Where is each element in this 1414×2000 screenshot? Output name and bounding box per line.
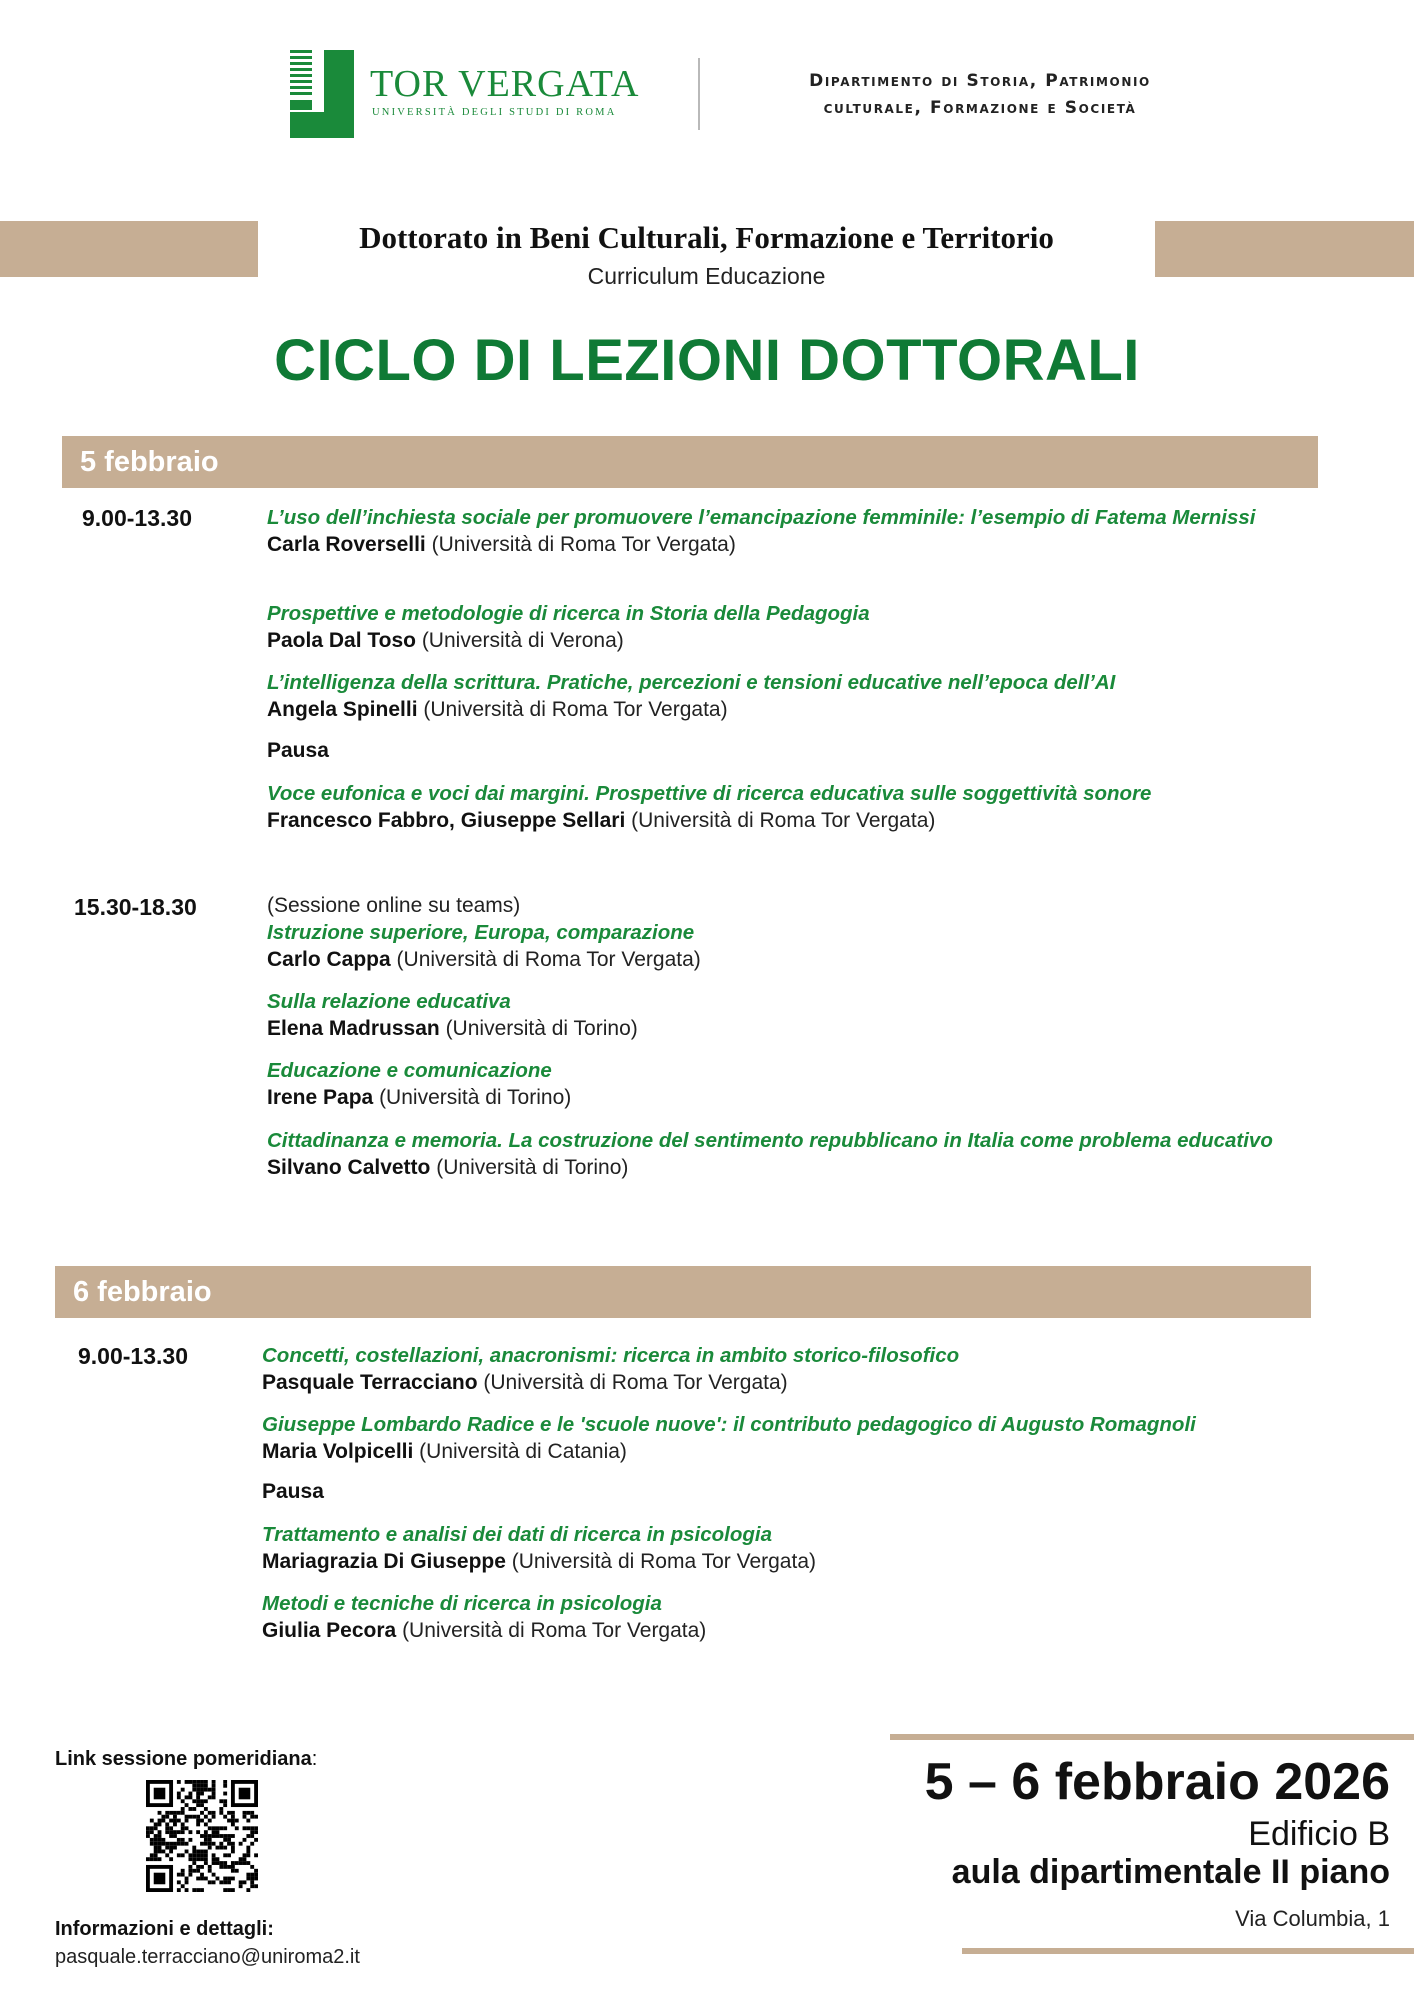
talk-title: Sulla relazione educativa: [267, 990, 511, 1013]
talk-title: Voce eufonica e voci dai margini. Prospettive di ricerca educativa sulle soggettività sonore: [267, 782, 1152, 805]
talk-title: L’intelligenza della scrittura. Pratiche, percezioni e tensioni educative nell’epoca dell’AI: [267, 671, 1116, 694]
talk-block: [262, 1342, 1372, 1396]
decorative-band-right: [1155, 221, 1414, 277]
event-room: aula dipartimentale II piano: [951, 1853, 1390, 1891]
talk-title: Concetti, costellazioni, anacronismi: ricerca in ambito storico-filosofico: [262, 1344, 960, 1367]
speaker-affiliation: (Università di Roma Tor Vergata): [477, 1371, 788, 1394]
speaker-name: Silvano Calvetto: [267, 1156, 431, 1179]
pause-label: Pausa: [267, 739, 329, 762]
logo-name: TOR VERGATA: [370, 63, 640, 105]
speaker-name: Angela Spinelli: [267, 698, 418, 721]
speaker-affiliation: (Università di Roma Tor Vergata): [396, 1619, 707, 1642]
info-label: Informazioni e dettagli:: [55, 1918, 274, 1940]
footer-divider-top: [890, 1734, 1414, 1740]
talk-speaker: [267, 627, 1377, 654]
phd-program-title: Dottorato in Beni Culturali, Formazione e Territorio: [359, 220, 1054, 255]
speaker-name: Carla Roverselli: [267, 533, 426, 556]
info-email-link[interactable]: pasquale.terracciano@uniroma2.it: [55, 1946, 360, 1968]
talk-title: Istruzione superiore, Europa, comparazione: [267, 921, 695, 944]
talk-block: [267, 1057, 1377, 1111]
event-address: Via Columbia, 1: [1235, 1906, 1390, 1931]
talk-speaker: [267, 946, 1377, 973]
speaker-name: Paola Dal Toso: [267, 629, 416, 652]
talk-block: [267, 988, 1377, 1042]
speaker-name: Irene Papa: [267, 1086, 380, 1109]
talk-speaker: [267, 1084, 1377, 1111]
talk-title: Prospettive e metodologie di ricerca in Storia della Pedagogia: [267, 602, 870, 625]
department-line-2: culturale, Formazione e Società: [823, 98, 1137, 118]
speaker-affiliation: (Università di Torino): [430, 1156, 629, 1179]
talk-speaker: [262, 1369, 1372, 1396]
talk-block: [267, 1127, 1377, 1181]
talk-speaker: [267, 807, 1377, 834]
event-dates: 5 – 6 febbraio 2026: [924, 1753, 1390, 1811]
department-line-1: Dipartimento di Storia, Patrimonio: [809, 71, 1151, 91]
speaker-affiliation: (Università di Catania): [413, 1440, 627, 1463]
speaker-affiliation: (Università di Roma Tor Vergata): [425, 533, 736, 556]
speaker-name: Maria Volpicelli: [262, 1440, 414, 1463]
university-logo-icon: [290, 50, 354, 138]
speaker-name: Carlo Cappa: [267, 948, 391, 971]
pause-label: Pausa: [262, 1480, 324, 1503]
talk-block: [267, 919, 1377, 973]
talk-title: Trattamento e analisi dei dati di ricerca in psicologia: [262, 1523, 772, 1546]
speaker-affiliation: (Università di Roma Tor Vergata): [625, 809, 936, 832]
speaker-affiliation: (Università di Roma Tor Vergata): [505, 1550, 816, 1573]
talk-speaker: [262, 1438, 1372, 1465]
speaker-affiliation: (Università di Torino): [445, 1017, 638, 1040]
decorative-band-left: [0, 221, 258, 277]
event-building: Edificio B: [1248, 1815, 1390, 1853]
talk-speaker: [267, 531, 1377, 558]
talk-speaker: [267, 696, 1377, 723]
speaker-affiliation: (Università di Torino): [379, 1086, 572, 1109]
session-note: (Sessione online su teams): [267, 894, 521, 917]
talk-title: Giuseppe Lombardo Radice e le 'scuole nuove': il contributo pedagogico di Augusto Romagnoli: [262, 1413, 1196, 1436]
talk-title: Metodi e tecniche di ricerca in psicologia: [262, 1592, 662, 1615]
logo-subtitle: UNIVERSITÀ DEGLI STUDI DI ROMA: [372, 107, 617, 118]
talk-block: [262, 1521, 1372, 1575]
afternoon-link-colon: :: [311, 1748, 318, 1770]
talk-speaker: [267, 1015, 1377, 1042]
speaker-name: Elena Madrussan: [267, 1017, 446, 1040]
talk-block: [262, 1590, 1372, 1644]
day-header-5-febbraio: 5 febbraio: [62, 436, 1318, 488]
header-divider: [698, 58, 700, 130]
page-title: CICLO DI LEZIONI DOTTORALI: [274, 328, 1140, 393]
talk-block: [267, 600, 1377, 654]
qr-code-icon[interactable]: [146, 1780, 258, 1892]
speaker-name: Pasquale Terracciano: [262, 1371, 478, 1394]
talk-title: Cittadinanza e memoria. La costruzione del sentimento repubblicano in Italia come problema educativo: [267, 1129, 1273, 1152]
speaker-name: Francesco Fabbro, Giuseppe Sellari: [267, 809, 626, 832]
talk-speaker: [262, 1548, 1372, 1575]
afternoon-link-text: Link sessione pomeridiana: [55, 1748, 312, 1770]
talk-block: [267, 780, 1377, 834]
speaker-name: Giulia Pecora: [262, 1619, 397, 1642]
footer-divider-bottom: [962, 1948, 1414, 1954]
day-header-6-febbraio: 6 febbraio: [55, 1266, 1311, 1318]
session-time-morning-day1: 9.00-13.30: [82, 505, 192, 531]
talk-title: L’uso dell’inchiesta sociale per promuovere l’emancipazione femminile: l’esempio di Fatema Mernissi: [267, 506, 1256, 529]
curriculum-label: Curriculum Educazione: [587, 263, 826, 289]
talk-block: [267, 669, 1377, 723]
speaker-affiliation: (Università di Verona): [415, 629, 624, 652]
talk-block: [267, 504, 1377, 558]
talk-speaker: [262, 1617, 1372, 1644]
talk-speaker: [267, 1154, 1377, 1181]
department-name: [740, 68, 1220, 122]
talk-title: Educazione e comunicazione: [267, 1059, 552, 1082]
afternoon-link-label: [55, 1748, 317, 1771]
session-time-afternoon-day1: 15.30-18.30: [74, 894, 197, 920]
speaker-name: Mariagrazia Di Giuseppe: [262, 1550, 506, 1573]
speaker-affiliation: (Università di Roma Tor Vergata): [417, 698, 728, 721]
talk-block: [262, 1411, 1372, 1465]
session-time-morning-day2: 9.00-13.30: [78, 1343, 188, 1369]
speaker-affiliation: (Università di Roma Tor Vergata): [390, 948, 701, 971]
